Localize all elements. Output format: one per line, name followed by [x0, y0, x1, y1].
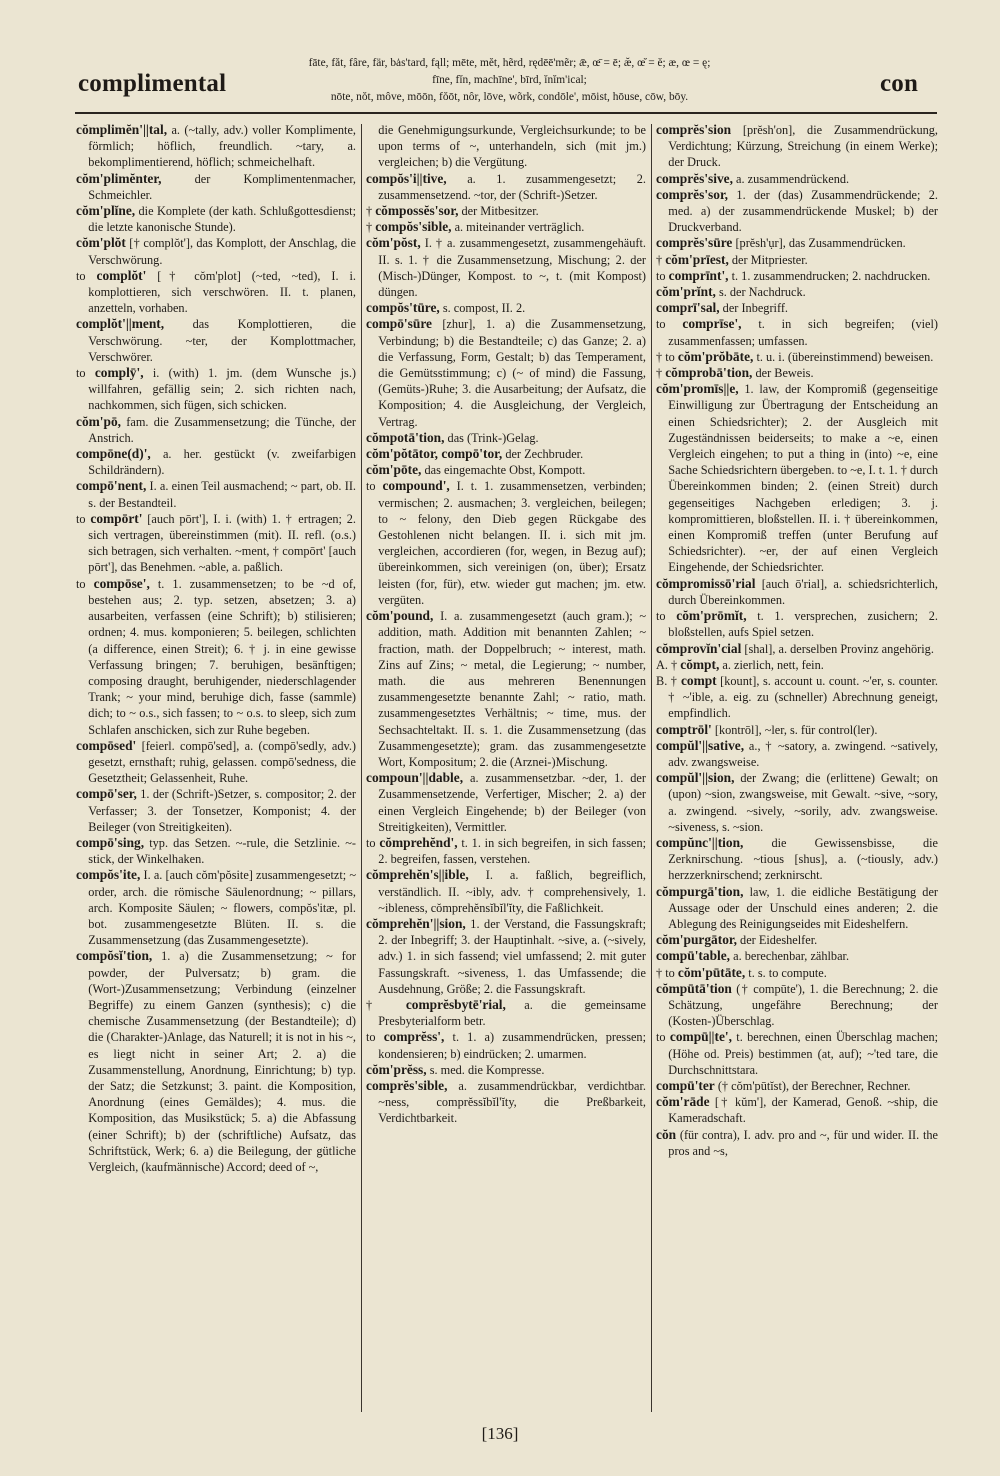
- dictionary-entry: [76, 835, 356, 867]
- headword: cŏmprovĭn'cial: [656, 640, 742, 656]
- column-3: [656, 122, 938, 1416]
- definition: a., † ~satory, a. zwingend. ~satively, adv. zwangsweise.: [668, 738, 938, 769]
- entry-prefix: to: [656, 268, 669, 283]
- headword: cŏm'plimĕnter,: [76, 170, 162, 186]
- entry-prefix: †: [366, 204, 376, 219]
- dictionary-entry: [656, 770, 938, 835]
- headword: cŏmpotā'tion,: [366, 429, 445, 445]
- dictionary-entry: [76, 738, 356, 787]
- headword: cŏm'promīs||e,: [656, 381, 739, 397]
- headword: cŏm'pōte,: [366, 462, 422, 478]
- headword: compŏsĭ'tion,: [76, 948, 153, 964]
- definition: die Gewissensbisse, die Zerknirschung. ~tious [shus], a. (~tiously, adv.) herzzerknirschend; zerknirscht.: [668, 835, 938, 883]
- definition: a. berechenbar, zählbar.: [730, 949, 850, 964]
- definition: i. (with) 1. jm. (dem Wunsche js.) willfahren, gefällig sein; 2. sich richten nach, nachkommen, sich fügen, sich schicken.: [88, 366, 356, 413]
- dictionary-entry: [656, 673, 938, 722]
- entry-prefix: †: [656, 366, 666, 381]
- dictionary-entry: [76, 235, 356, 267]
- definition: a. 1. zusammengesetzt; 2. zusammensetzend. ~tor, der (Schrift-)Setzer.: [378, 171, 646, 202]
- definition: t. u. i. (übereinstimmend) beweisen.: [753, 349, 934, 364]
- headword: compŏs'sible,: [375, 219, 452, 235]
- running-head-left: complimental: [78, 70, 227, 97]
- dictionary-entry: [656, 235, 938, 251]
- definition: typ. das Setzen. ~-rule, die Setzlinie. ~-stick, der Winkelhaken.: [88, 835, 356, 867]
- headword: cŏm'plĭne,: [76, 203, 136, 219]
- dictionary-entry: [656, 576, 938, 608]
- headword: cŏmprehĕn'||sion,: [366, 915, 466, 931]
- definition: I. † a. zusammengesetzt, zusammengehäuft. II. s. 1. † die Zusammensetzung, Mischung; 2. der (Misch-)Dünger, Kompost. to ~, t. (mit Kompost) düngen.: [378, 236, 646, 300]
- dictionary-entry: [366, 1062, 646, 1078]
- entry-prefix: to: [656, 609, 677, 624]
- dictionary-entry: [656, 722, 938, 738]
- entry-prefix: † to: [656, 965, 678, 980]
- definition: t. 1. versprechen, zusichern; 2. bloßstellen, aufs Spiel setzen.: [668, 609, 938, 640]
- headword: compō'sing,: [76, 834, 145, 850]
- dictionary-entry: [76, 511, 356, 576]
- definition: [auch ō'rial], a. schiedsrichterlich, durch Übereinkommen.: [668, 576, 938, 607]
- definition: t. s. to compute.: [745, 965, 827, 980]
- dictionary-entry: [366, 1029, 646, 1061]
- definition: der Mitbesitzer.: [458, 204, 539, 219]
- definition: der Zwang; die (erlittene) Gewalt; on (upon) ~sion, zwangsweise, mit Gewalt. ~sive, ~sory, a. zwingend. ~sively, ~sorily, adv. zwangsweise. ~siveness, s. ~sion.: [668, 771, 938, 834]
- dictionary-entry: [656, 381, 938, 575]
- entry-prefix: B. †: [656, 673, 681, 688]
- definition: s. med. die Kompresse.: [426, 1062, 545, 1077]
- headword: compound',: [382, 478, 450, 494]
- dictionary-entry: [76, 478, 356, 510]
- header-rule: [75, 112, 937, 114]
- definition: a. zierlich, nett, fein.: [719, 657, 824, 672]
- headword: compŭl'||sative,: [656, 737, 745, 753]
- headword: comprīnt',: [668, 267, 729, 283]
- headword: cŏm'prĕss,: [366, 1061, 427, 1077]
- dictionary-entry: [76, 786, 356, 835]
- dictionary-entry: [366, 1078, 646, 1127]
- headword: cŏm'plŏt: [76, 235, 126, 251]
- dictionary-entry: [656, 284, 938, 300]
- definition: s. der Nachdruck.: [715, 285, 806, 300]
- definition: [kount], s. account u. count. ~'er, s. counter. † ~'ible, a. eig. zu (schneller) Abrechnung geneigt, empfindlich.: [668, 673, 938, 721]
- definition: a. miteinander verträglich.: [451, 220, 585, 235]
- definition: († compūte'), 1. die Berechnung; 2. die Schätzung, ungefähre Berechnung; der (Kosten-)Überschlag.: [668, 981, 938, 1029]
- column-1: [76, 122, 356, 1416]
- headword: cŏmpurgā'tion,: [656, 883, 744, 899]
- dictionary-entry: [366, 430, 646, 446]
- definition: 1. der (das) Zusammendrückende; 2. med. a) der zusammendrückende Muskel; b) der Druckverband.: [668, 187, 938, 235]
- dictionary-entry: [76, 203, 356, 235]
- headword: cŏm'prīest,: [665, 251, 729, 267]
- definition: a. zusammendrückend.: [732, 171, 850, 186]
- dictionary-entry: [366, 316, 646, 429]
- definition: a. die gemeinsame Presbyterialform betr.: [378, 997, 646, 1029]
- dictionary-entry: [656, 981, 938, 1030]
- headword: cŏm'prōmĭt,: [676, 608, 747, 624]
- headword: comprĕs'sive,: [656, 170, 733, 186]
- dictionary-entry: [366, 171, 646, 203]
- definition: s. compost, II. 2.: [439, 301, 526, 316]
- definition: der Inbegriff.: [719, 301, 789, 316]
- headword: cŏmprehĕnd',: [379, 834, 458, 850]
- definition: I. t. 1. zusammensetzen, verbinden; vermischen; 2. ausmachen; 3. vergleichen, beilegen; to ~ felony, den Dieb gegen Rückgabe des Gestohlenen nicht belangen. II. i. sich mit jm. vergleichen, accordieren (for, wegen, in Bezug auf); übereinkommen, sich vereinigen (on, über); Ersatz leisten (for, für), etw. wieder gut machen; jm. etw. vergüten.: [378, 479, 646, 607]
- definition: a. zusammensetzbar. ~der, 1. der Zusammensetzende, Verfertiger, Mischer; 2. a) der einen Vergleich Eingehende; b) der Beileger (von Streitigkeiten), Vermittler.: [378, 771, 646, 834]
- dictionary-entry: [76, 414, 356, 446]
- entry-prefix: to: [76, 366, 95, 381]
- headword: comprĕss',: [383, 1029, 445, 1045]
- definition: der Eideshelfer.: [736, 933, 818, 948]
- entry-prefix: to: [366, 1030, 384, 1045]
- dictionary-entry: [76, 867, 356, 948]
- definition: t. 1. in sich begreifen, in sich fassen; 2. begreifen, fassen, verstehen.: [378, 835, 646, 867]
- definition: die Genehmigungsurkunde, Vergleichsurkunde; to be upon terms of ~, unterhandeln, sich (mit jm.) vergleichen; b) die Vergütung.: [378, 123, 646, 170]
- dictionary-entry: [366, 835, 646, 867]
- definition: [auch pōrt'], I. i. (with) 1. † ertragen; 2. sich vertragen, übereinstimmen (mit). II. refl. (o.s.) sich betragen, sich verhalten. ~ment, † compōrt' [auch pōrt'], das Benehmen. ~able, a. paßlich.: [88, 511, 356, 575]
- entry-prefix: † to: [656, 349, 678, 364]
- entry-prefix: to: [366, 835, 380, 850]
- headword: cŏm'prŏbāte,: [677, 348, 754, 364]
- dictionary-entry: [366, 478, 646, 608]
- definition: der Komplimentenmacher, Schmeichler.: [88, 171, 356, 202]
- dictionary-entry: [76, 268, 356, 317]
- definition: fam. die Zusammensetzung; die Tünche, der Anstrich.: [88, 414, 356, 445]
- dictionary-entry: [76, 316, 356, 365]
- definition: der Beweis.: [752, 366, 814, 381]
- dictionary-entry: [656, 187, 938, 236]
- entry-prefix: to: [656, 317, 683, 332]
- dictionary-entry: [656, 300, 938, 316]
- dictionary-entry: [76, 446, 356, 478]
- definition: das (Trink-)Gelag.: [444, 430, 539, 445]
- column-2: [366, 122, 646, 1416]
- definition: t. 1. zusammendrucken; 2. nachdrucken.: [728, 268, 931, 283]
- headword: cŏm'pŏst,: [366, 235, 421, 251]
- definition: [prĕsh'ụr], das Zusammendrücken.: [732, 236, 906, 251]
- dictionary-entry: [76, 365, 356, 414]
- definition: 1. a) die Zusammensetzung; ~ for powder, der Pulversatz; b) gram. die (Wort-)Zusammensetzung; Verbindung (einzelner Begriffe) zu einem Ganzen (synthesis); c) die chemische Zusammensetzung (der Bestandteile); d) die (Charakter-)Anlage, das Naturell; it is not in his ~, es liegt nicht in seiner Art; 2. a) die Zusammenstellung, Anordnung, Einrichtung; b) typ. der Satz; die Setzkunst; 3. paint. die Komposition, Anordnung (eines Gemäldes); 4. mus. die Komposition, das Musikstück; 5. a) die Abfassung (einer Schrift); b) der (schriftliche) Aufsatz, das Schriftstück, Werk; 6. a) die Beilegung, der gütliche Vergleich, (kaufmännische) Accord; deed of ~,: [88, 949, 356, 1174]
- definition: 1. law, der Kompromiß (gegenseitige Einwilligung zur Übertragung der Entscheidung an einen Schiedsrichter); 2. der Ausgleich mit Zugeständnissen beiderseits; to make a ~e, einen Vergleich eingehen; to put a thing in (into) ~e, eine Sache Schiedsrichtern übergeben. to ~e, I. t. 1. † durch Übereinkommen binden; 2. (einen Streit) durch gegenseitiges Nachgeben erledigen; 3. j. kompromittieren, bloßstellen. II. i. † übereinkommen, einen Kompromiß treffen (unter Berufung auf Schiedsrichter). ~er, der auf einen Vergleich Eingehende, der Schiedsrichter.: [668, 382, 938, 575]
- headword: cŏm'pound,: [366, 608, 434, 624]
- dictionary-entry: [366, 867, 646, 916]
- pronunciation-key: [222, 55, 797, 106]
- headword: cŏm'pŏtātor, compō'tor,: [366, 446, 503, 462]
- headword: compŏs'tūre,: [366, 300, 440, 316]
- headword: comprī'sal,: [656, 300, 720, 316]
- column-divider: [651, 124, 652, 1412]
- headword: compŭl'||sion,: [656, 770, 735, 786]
- definition: [zhur], 1. a) die Zusammensetzung, Verbindung; b) die Bestandteile; c) das Ganze; 2. a) die Verfassung, Form, Gestalt; b) das Temperament, die Gemütsstimmung; c) (~ of mind) die Fassung, (Gemüts-)Ruhe; 3. die Ausarbeitung; der Aufsatz, die Komposition; 4. die Ausgleichung, der Vergleich, Vertrag.: [378, 317, 646, 429]
- headword: compū||te',: [669, 1029, 732, 1045]
- headword: comptrōl': [656, 721, 712, 737]
- headword: cŏm'rāde: [656, 1094, 710, 1110]
- definition: [kontrōl], ~ler, s. für control(ler).: [711, 722, 878, 737]
- dictionary-entry: [656, 657, 938, 673]
- running-head-right: con: [880, 70, 919, 97]
- headword: cŏmpūtā'tion: [656, 980, 732, 996]
- definition: t. in sich begreifen; (viel) zusammenfassen; umfassen.: [668, 317, 938, 348]
- headword: cŏmpossĕs'sor,: [375, 203, 459, 219]
- headword: compū'ter: [656, 1077, 715, 1093]
- dictionary-entry: [656, 349, 938, 365]
- dictionary-entry: [366, 446, 646, 462]
- definition: t. 1. a) zusammendrücken, pressen; kondensieren; b) eindrücken; 2. umarmen.: [378, 1030, 646, 1061]
- pronunciation-key-line: nōte, nŏt, môve, mōōn, fŏōt, nôr, lōve, wõrk, condōle', mōist, hōuse, cōw, bōy.: [330, 91, 689, 103]
- headword: comprĕsbytē'rial,: [405, 996, 506, 1012]
- dictionary-entry: [76, 171, 356, 203]
- dictionary-entry: [656, 948, 938, 964]
- entry-prefix: to: [76, 576, 94, 591]
- definition: das Komplottieren, die Verschwörung. ~ter, der Komplottmacher, Verschwörer.: [88, 317, 356, 364]
- headword: cŏn: [656, 1126, 677, 1142]
- entry-prefix: A. †: [656, 657, 681, 672]
- headword: comprīse',: [682, 316, 742, 332]
- dictionary-entry: [656, 835, 938, 884]
- headword: compōsed': [76, 737, 137, 753]
- headword: cŏmpromissō'rial: [656, 575, 756, 591]
- dictionary-entry: [366, 300, 646, 316]
- dictionary-entry: [656, 1078, 938, 1094]
- dictionary-entry: [656, 641, 938, 657]
- headword: compō'ser,: [76, 786, 137, 802]
- headword: complŏt': [96, 267, 147, 283]
- entry-prefix: to: [76, 511, 91, 526]
- dictionary-entry: [656, 365, 938, 381]
- definition: († cŏm'pūtĭst), der Berechner, Rechner.: [714, 1078, 911, 1093]
- headword: compŏs'ite,: [76, 867, 141, 883]
- headword: compō'nent,: [76, 478, 147, 494]
- dictionary-entry: [656, 1127, 938, 1159]
- headword: compŭnc'||tion,: [656, 834, 744, 850]
- entry-prefix: to: [656, 1030, 670, 1045]
- definition: t. 1. zusammensetzen; to be ~d of, bestehen aus; 2. typ. setzen, absetzen; 3. a) ausarbeiten, verfassen (eine Schrift); b) stilisieren; ordnen; 4. mus. komponieren; 5. beilegen, schlichten (a difference, einen Streit); 6. † j. in eine gewisse Verfassung bringen; 7. beruhigen, besänftigen; composing draught, beruhigender, niederschlagender Trank; ~ your mind, beruhige dich, fasse (sammle) dich; to ~ o.s., sich fassen; to ~ o.s. to sleep, sich zum Schlafen anschicken, sich zur Ruhe begeben.: [88, 576, 356, 737]
- definition: 1. der (Schrift-)Setzer, s. compositor; 2. der Verfasser; 3. der Tonsetzer, Komponist; 4. der Beileger (von Streitigkeiten).: [88, 787, 356, 834]
- dictionary-entry: [366, 462, 646, 478]
- definition: [feierl. compō'sed], a. (compō'sedly, adv.) gesetzt, ernsthaft; ruhig, gelassen. compō'sedness, die Gesetztheit; Gelassenheit, Ruhe.: [88, 738, 356, 786]
- definition: das eingemachte Obst, Kompott.: [421, 463, 586, 478]
- dictionary-entry: [76, 576, 356, 738]
- headword: comprĕs'sible,: [366, 1077, 448, 1093]
- entry-prefix: †: [656, 252, 666, 267]
- dictionary-entry: [366, 997, 646, 1029]
- definition: [† complŏt'], das Komplott, der Anschlag, die Verschwörung.: [88, 236, 356, 267]
- headword: cŏmpt,: [680, 656, 720, 672]
- headword: compoun'||dable,: [366, 770, 464, 786]
- headword: complŏt'||ment,: [76, 316, 165, 332]
- definition: [† kŭm'], der Kamerad, Genoß. ~ship, die Kameradschaft.: [668, 1095, 938, 1126]
- dictionary-entry: [656, 884, 938, 933]
- headword: comprĕs'sūre: [656, 235, 733, 251]
- definition: [shal], a. derselben Provinz angehörig.: [741, 641, 934, 656]
- dictionary-entry: [656, 122, 938, 171]
- dictionary-entry: [656, 1029, 938, 1078]
- definition: I. a. faßlich, begreiflich, verständlich. II. ~ibly, adv. † comprehensively, 1. ~ibleness, cŏmprehĕnsĭbĭl'ĭty, die Faßlichkeit.: [378, 868, 646, 915]
- dictionary-entry: [656, 171, 938, 187]
- dictionary-entry: [656, 608, 938, 640]
- headword: compōne(d)',: [76, 446, 151, 462]
- dictionary-entry: [366, 916, 646, 997]
- dictionary-entry: [656, 965, 938, 981]
- definition: I. a. zusammengesetzt (auch gram.); ~ addition, math. Addition mit benannten Zahlen; ~ fraction, math. der Doppelbruch; ~ interest, math. Zins auf Zins; ~ metal, die Legierung; ~ number, math. die aus mehreren Benennungen zusammengesetzte benannte Zahl; ~ ratio, math. zusammengesetztes Verhältnis; ~ time, mus. der Sechsachteltakt. II. s. 1. die Zusammensetzung (das Zusammengesetzte); gram. das zusammengesetzte Wort, Kompositum; 2. die (Arznei-)Mischung.: [378, 609, 646, 769]
- dictionary-entry: [656, 738, 938, 770]
- definition: a. (~tally, adv.) voller Komplimente, förmlich; höflich, freundlich. ~tary, a. bekomplimentierend, höflich; schmeichelhaft.: [88, 123, 356, 170]
- entry-prefix: †: [366, 997, 406, 1012]
- definition: I. a. einen Teil ausmachend; ~ part, ob. II. s. der Bestandteil.: [88, 479, 356, 510]
- headword: compū'table,: [656, 948, 731, 964]
- column-divider: [361, 124, 362, 1412]
- definition: [prĕsh'on], die Zusammendrückung, Verdichtung; Kürzung, Streichung (in einem Werke); der Druck.: [668, 123, 938, 170]
- dictionary-entry: [366, 770, 646, 835]
- headword: cŏmplimĕn'||tal,: [76, 122, 168, 137]
- dictionary-entry: [366, 608, 646, 770]
- headword: compōrt': [90, 510, 143, 526]
- dictionary-entry: [656, 316, 938, 348]
- dictionary-entry: [366, 219, 646, 235]
- definition: 1. der Verstand, die Fassungskraft; 2. der Inbegriff; 3. der Hauptinhalt. ~sive, a. (~sively, adv.) 1. in sich fassend; viel umfassend; 2. mit guter Fassungskraft. ~siveness, 1. das Umfassende; die Ausdehnung, Größe; 2. die Fassungskraft.: [378, 916, 646, 996]
- dictionary-entry: [366, 203, 646, 219]
- headword: compŏs'i||tive,: [366, 170, 447, 186]
- headword: compō'sūre: [366, 316, 432, 332]
- definition: a. her. gestückt (v. zweifarbigen Schildrändern).: [88, 447, 356, 478]
- definition: der Zechbruder.: [502, 447, 584, 462]
- headword: cŏm'pūtāte,: [677, 964, 746, 980]
- headword: comprĕs'sion: [656, 122, 732, 137]
- dictionary-entry: [76, 122, 356, 171]
- headword: cŏm'pō,: [76, 413, 122, 429]
- dictionary-entry: [656, 1094, 938, 1126]
- headword: compt: [680, 672, 717, 688]
- pronunciation-key-line: fāte, făt, fâre, fär, bȧs'tard, fąll; mēte, mĕt, hẽrd, rędēē'mẽr; ǣ, œ̄ = ē; æ̆, œ̆ = ĕ; æ, œ = ę;: [308, 57, 711, 69]
- definition: a. zusammendrückbar, verdichtbar. ~ness, comprĕssĭbĭl'ĭty, die Preßbarkeit, Verdichtbarkeit.: [378, 1078, 646, 1126]
- pronunciation-key-line: fīne, fĭn, machīne', bīrd, ĭnĭm'ical;: [432, 74, 587, 86]
- dictionary-entry: [366, 122, 646, 171]
- dictionary-entry: [656, 268, 938, 284]
- definition: I. a. [auch cŏm'pŏsite] zusammengesetzt; ~ order, arch. die römische Säulenordnung; ~ pillars, arch. Komposite Säulen; ~ flowers, compŏs'itæ, pl. bot. zusammengesetzte Blüten. II. s. die Zusammensetzung (das Zusammengesetzte).: [88, 868, 356, 948]
- definition: t. berechnen, einen Überschlag machen; (Höhe od. Preis) bestimmen (at, auf); ~'ted tare, die Durchschnittstara.: [668, 1030, 938, 1077]
- entry-prefix: to: [366, 479, 383, 494]
- entry-prefix: to: [76, 268, 97, 283]
- entry-prefix: †: [366, 220, 376, 235]
- definition: [† cŏm'plot] (~ted, ~ted), I. i. komplottieren, sich verschwören. II. t. planen, anzetteln, vorhaben.: [88, 268, 356, 316]
- dictionary-entry: [366, 235, 646, 300]
- headword: comprĕs'sor,: [656, 186, 729, 202]
- definition: die Komplete (der kath. Schlußgottesdienst; die letzte kanonische Stunde).: [88, 204, 356, 235]
- headword: complȳ',: [94, 365, 144, 381]
- headword: cŏmprehĕn's||ible,: [366, 867, 469, 883]
- definition: der Mitpriester.: [728, 252, 808, 267]
- headword: compōse',: [93, 575, 150, 591]
- headword: cŏmprobā'tion,: [665, 365, 753, 381]
- page-number: [136]: [481, 1424, 519, 1443]
- headword: cŏm'purgātor,: [656, 932, 737, 948]
- definition: law, 1. die eidliche Bestätigung der Aussage oder der Unschuld eines anderen; 2. die Ablegung des Reinigungseides mit Eideshelfern.: [668, 884, 938, 931]
- headword: cŏm'prĭnt,: [656, 284, 716, 300]
- dictionary-entry: [76, 948, 356, 1175]
- definition: (für contra), I. adv. pro and ~, für und wider. II. the pros and ~s,: [668, 1127, 938, 1158]
- dictionary-entry: [656, 252, 938, 268]
- dictionary-entry: [656, 932, 938, 948]
